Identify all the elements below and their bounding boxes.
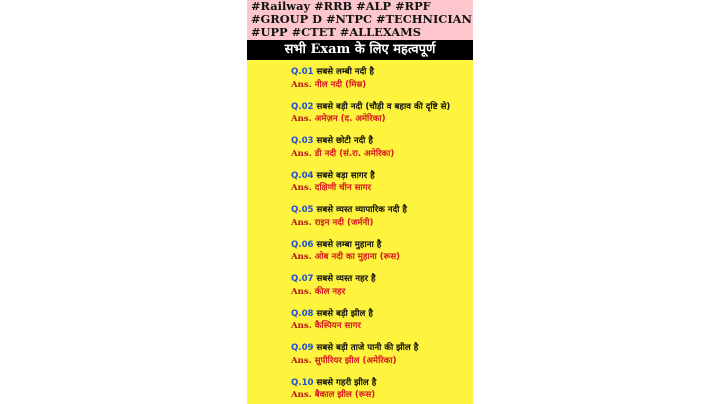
question-line — [291, 135, 473, 148]
answer-label: Ans. — [291, 252, 312, 263]
question-number: Q.04 — [291, 170, 314, 181]
question-item — [291, 273, 473, 298]
answer-line — [291, 217, 473, 230]
content-panel — [247, 0, 473, 404]
question-text: सबसे लम्बी नदी है — [316, 67, 374, 77]
question-line — [291, 342, 473, 355]
answer-label: Ans. — [291, 355, 312, 366]
question-item — [291, 204, 473, 229]
answer-line — [291, 320, 473, 333]
answer-text: राइन नदी (जर्मनी) — [314, 217, 374, 228]
question-text: सबसे व्यस्त व्यापारिक नदी है — [316, 205, 407, 215]
question-number: Q.05 — [291, 205, 314, 215]
question-text: सबसे लम्बा मुहाना है — [316, 239, 382, 250]
question-number: Q.10 — [291, 377, 314, 388]
question-number: Q.01 — [291, 67, 314, 77]
question-item — [291, 135, 473, 160]
question-line — [291, 308, 473, 321]
question-line — [291, 170, 473, 183]
question-number: Q.08 — [291, 308, 314, 319]
banner-prefix: सभी — [284, 42, 311, 57]
hashtag-line: #Railway #RRB #ALP #RPF — [251, 0, 431, 13]
answer-label: Ans. — [291, 321, 312, 332]
answer-text: दक्षिणी चीन सागर — [314, 183, 371, 194]
question-line — [291, 239, 473, 252]
question-number: Q.06 — [291, 239, 314, 250]
answer-label: Ans. — [291, 286, 312, 297]
question-text: सबसे गहरी झील है — [316, 377, 377, 388]
answer-line — [291, 113, 473, 126]
question-text: सबसे व्यस्त नहर है — [316, 274, 376, 284]
hashtag-line: #GROUP D #NTPC #TECHNICIAN — [251, 11, 472, 26]
question-item — [291, 170, 473, 195]
answer-label: Ans. — [291, 114, 312, 125]
answer-line — [291, 355, 473, 368]
hashtag-header — [247, 0, 473, 40]
question-item — [291, 239, 473, 264]
question-item — [291, 66, 473, 91]
answer-text: ओब नदी का मुहाना (रूस) — [314, 252, 401, 263]
question-line — [291, 66, 473, 79]
hashtag-line: #UPP #CTET #ALLEXAMS — [251, 24, 421, 39]
question-item — [291, 342, 473, 367]
question-text: सबसे बड़ी नदी (चौड़ी व बहाव की दृष्टि से) — [316, 101, 451, 112]
answer-label: Ans. — [291, 79, 312, 90]
question-item — [291, 308, 473, 333]
answer-line — [291, 148, 473, 161]
answer-text: कैस्पियन सागर — [314, 321, 361, 332]
question-text: सबसे बड़ी झील है — [316, 308, 373, 319]
question-text: सबसे बड़ी ताजे पानी की झील है — [316, 343, 419, 353]
answer-label: Ans. — [291, 390, 312, 401]
answer-label: Ans. — [291, 217, 312, 228]
question-number: Q.03 — [291, 136, 314, 146]
answer-line — [291, 389, 473, 402]
question-line — [291, 377, 473, 390]
banner-suffix: के लिए महत्वपूर्ण — [350, 42, 436, 57]
answer-label: Ans. — [291, 183, 312, 194]
question-number: Q.07 — [291, 274, 314, 284]
answer-line — [291, 182, 473, 195]
question-item — [291, 377, 473, 402]
banner-highlight: Exam — [310, 42, 351, 57]
answer-text: कील नहर — [314, 286, 346, 297]
question-number: Q.02 — [291, 101, 314, 112]
title-banner — [247, 40, 473, 60]
answer-text: बैकाल झील (रूस) — [314, 390, 376, 401]
answer-text: अमेज़न (द. अमेरिका) — [314, 114, 386, 125]
question-line — [291, 273, 473, 286]
question-number: Q.09 — [291, 343, 314, 353]
answer-text: नील नदी (मिस्र) — [314, 79, 367, 90]
question-text: सबसे छोटी नदी है — [316, 136, 373, 146]
question-line — [291, 204, 473, 217]
answer-text: डी नदी (सं.रा. अमेरिका) — [314, 148, 395, 159]
question-text: सबसे बड़ा सागर है — [316, 170, 375, 181]
question-line — [291, 101, 473, 114]
answer-label: Ans. — [291, 148, 312, 159]
answer-text: सुपीरियर झील (अमेरिका) — [314, 355, 397, 366]
answer-line — [291, 251, 473, 264]
hashtag-lines — [251, 0, 473, 38]
question-item — [291, 101, 473, 126]
answer-line — [291, 286, 473, 299]
answer-line — [291, 79, 473, 92]
